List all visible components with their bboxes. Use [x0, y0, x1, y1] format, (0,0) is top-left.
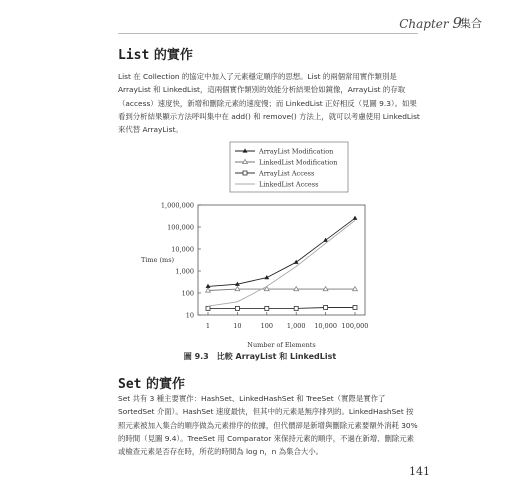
figure-caption: 圖 9.3 比較 ArrayList 和 LinkedList: [183, 352, 337, 361]
y-tick-label: 1,000: [175, 267, 194, 276]
y-tick-label: 1,000,000: [160, 201, 194, 210]
header-rule: [118, 33, 418, 34]
x-tick-label: 10,000: [314, 322, 337, 330]
page-number: 141: [409, 465, 430, 478]
y-tick-label: 10,000: [171, 245, 194, 254]
x-tick-label: 1,000: [286, 322, 306, 330]
data-point: [353, 287, 358, 291]
data-point: [265, 306, 269, 310]
x-tick-label: 100,000: [341, 322, 369, 330]
chapter-label: Chapter 9: [399, 14, 462, 32]
data-point: [235, 287, 240, 291]
legend-marker: [243, 171, 247, 175]
plot-frame: [198, 205, 365, 315]
data-point: [353, 305, 357, 309]
y-tick-label: 100: [181, 289, 194, 298]
section-paragraph-set: Set 共有 3 種主要實作：HashSet、LinkedHashSet 和 TreeSet（實際是實作了 SortedSet 介面）。HashSet 速度最快，但其中的元素是無序排列的。LinkedHashSet 按照元素被加入集合的順序做為元素排序的依據，但代價卻是新增與刪除元素要額外消耗 30% 的時間（見圖 9.4）。TreeSet 用 Comparator 來保持元素的順序，不過在新增、刪除元素或檢查元素是否存在時，所花的時間為 log n，n 為集合大小。: [118, 394, 418, 457]
data-point: [206, 306, 210, 310]
y-tick-label: 100,000: [167, 223, 194, 232]
data-point: [323, 238, 328, 242]
chapter-title: 集合: [460, 17, 482, 30]
section-heading-list: List 的實作: [118, 48, 193, 63]
legend-label: LinkedList Access: [259, 180, 319, 189]
series-line: [208, 220, 355, 306]
legend-label: LinkedList Modification: [259, 158, 338, 167]
data-point: [324, 305, 328, 309]
data-point: [323, 287, 328, 291]
data-point: [235, 306, 239, 310]
data-point: [294, 287, 299, 291]
x-tick-label: 100: [260, 322, 274, 330]
section-heading-set: Set 的實作: [118, 377, 186, 392]
x-axis-label: Number of Elements: [247, 341, 316, 349]
chapter-number: 9: [452, 14, 462, 32]
series-line: [208, 308, 355, 309]
series-line: [208, 289, 355, 290]
legend-label: ArrayList Access: [259, 169, 315, 178]
section-paragraph-list: List 在 Collection 的協定中加入了元素穩定順序的思想。List 的兩個常用實作類別是 ArrayList 和 LinkedList，這兩個實作類別的效能分析結果恰如鏡像，ArrayList 的存取（access）速度快，新增和刪除元素的速度慢；而 LinkedList 正好相反（見圖 9.3）。如果看到分析結果顯示方法呼叫集中在 add() 和 remove() 方法上，就可以考慮使用 LinkedList 來代替 ArrayList。: [118, 72, 420, 135]
x-tick-label: 10: [233, 322, 242, 330]
data-point: [353, 216, 358, 220]
y-axis-label: Time (ms): [141, 256, 175, 264]
data-point: [294, 260, 299, 264]
x-tick-label: 1: [205, 322, 211, 330]
legend-label: ArrayList Modification: [259, 147, 334, 156]
data-point: [294, 306, 298, 310]
performance-chart: [110, 138, 430, 350]
y-tick-label: 10: [185, 311, 194, 320]
